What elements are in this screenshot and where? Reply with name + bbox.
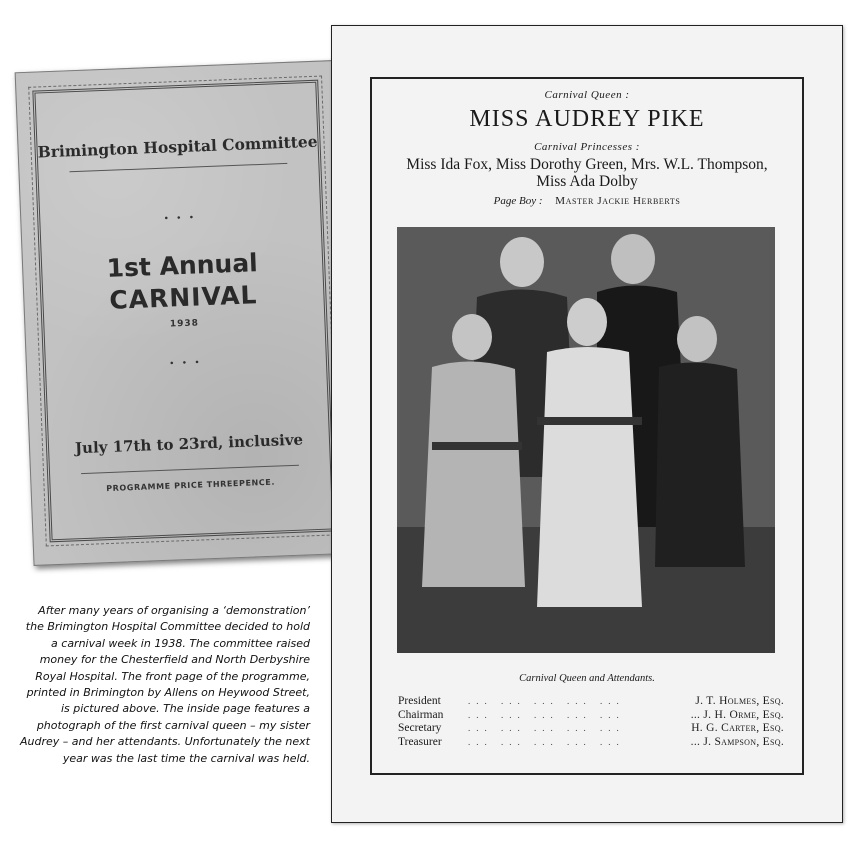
officer-row (398, 722, 784, 736)
officer-name: ... J. H. Orme, Esq. (690, 708, 784, 721)
page-boy-label: Page Boy : (493, 195, 543, 207)
cover-committee-title: Brimington Hospital Committee (37, 131, 318, 162)
queen-label: Carnival Queen : (544, 89, 630, 101)
cover-price: PROGRAMME PRICE THREEPENCE. (106, 477, 276, 494)
programme-cover (15, 60, 354, 566)
cover-year: 1938 (169, 318, 200, 330)
queen-name: MISS AUDREY PIKE (469, 106, 705, 132)
cover-dates: July 17th to 23rd, inclusive (74, 430, 304, 458)
officer-row (398, 695, 784, 709)
princesses-line-1: Miss Ida Fox, Miss Dorothy Green, Mrs. W.L. Thompson, (406, 156, 768, 173)
cover-title-line2: CARNIVAL (108, 280, 258, 315)
cover-dots-bottom: • • • (169, 356, 203, 370)
photo-caption: Carnival Queen and Attendants. (519, 673, 655, 684)
officer-role: Treasurer (398, 735, 442, 748)
photo-illustration (397, 227, 775, 653)
princesses-label: Carnival Princesses : (534, 141, 640, 153)
cover-dots-top: • • • (164, 211, 197, 225)
cover-title-line1: 1st Annual (106, 248, 259, 283)
officers-list (398, 695, 784, 749)
officer-name: ... J. Sampson, Esq. (690, 735, 784, 748)
officer-role: Secretary (398, 722, 442, 734)
officer-role: President (398, 695, 441, 707)
officer-role: Chairman (398, 708, 444, 721)
officer-dots: ... ... ... ... ... (468, 736, 625, 747)
princesses-line-2: Miss Ada Dolby (536, 173, 638, 190)
officer-dots: ... ... ... ... ... (468, 709, 625, 720)
officer-dots: ... ... ... ... ... (468, 696, 625, 706)
page-frame (370, 77, 804, 775)
article-caption: After many years of organising a ‘demonstration’ the Brimington Hospital Committee decided to hold a carnival week in 1938. The committee raised money for the Chesterfield and North Derbyshire Royal Hospital. The front page of the programme, printed in Brimington by Allens on Heywood Street, is pictured above. The inside page features a photograph of the first carnival queen – my sister Audrey – and her attendants. Unfortunately the next year was the last time the carnival was held. (20, 604, 310, 765)
officer-dots: ... ... ... ... ... (468, 723, 625, 733)
programme-page (331, 25, 843, 823)
officer-row (398, 736, 784, 750)
group-photograph (397, 227, 775, 653)
officer-name: H. G. Carter, Esq. (691, 722, 784, 734)
page-boy (372, 195, 802, 207)
officer-name: J. T. Holmes, Esq. (695, 695, 784, 707)
page-boy-name: Master Jackie Herberts (555, 195, 681, 207)
officer-row (398, 709, 784, 723)
